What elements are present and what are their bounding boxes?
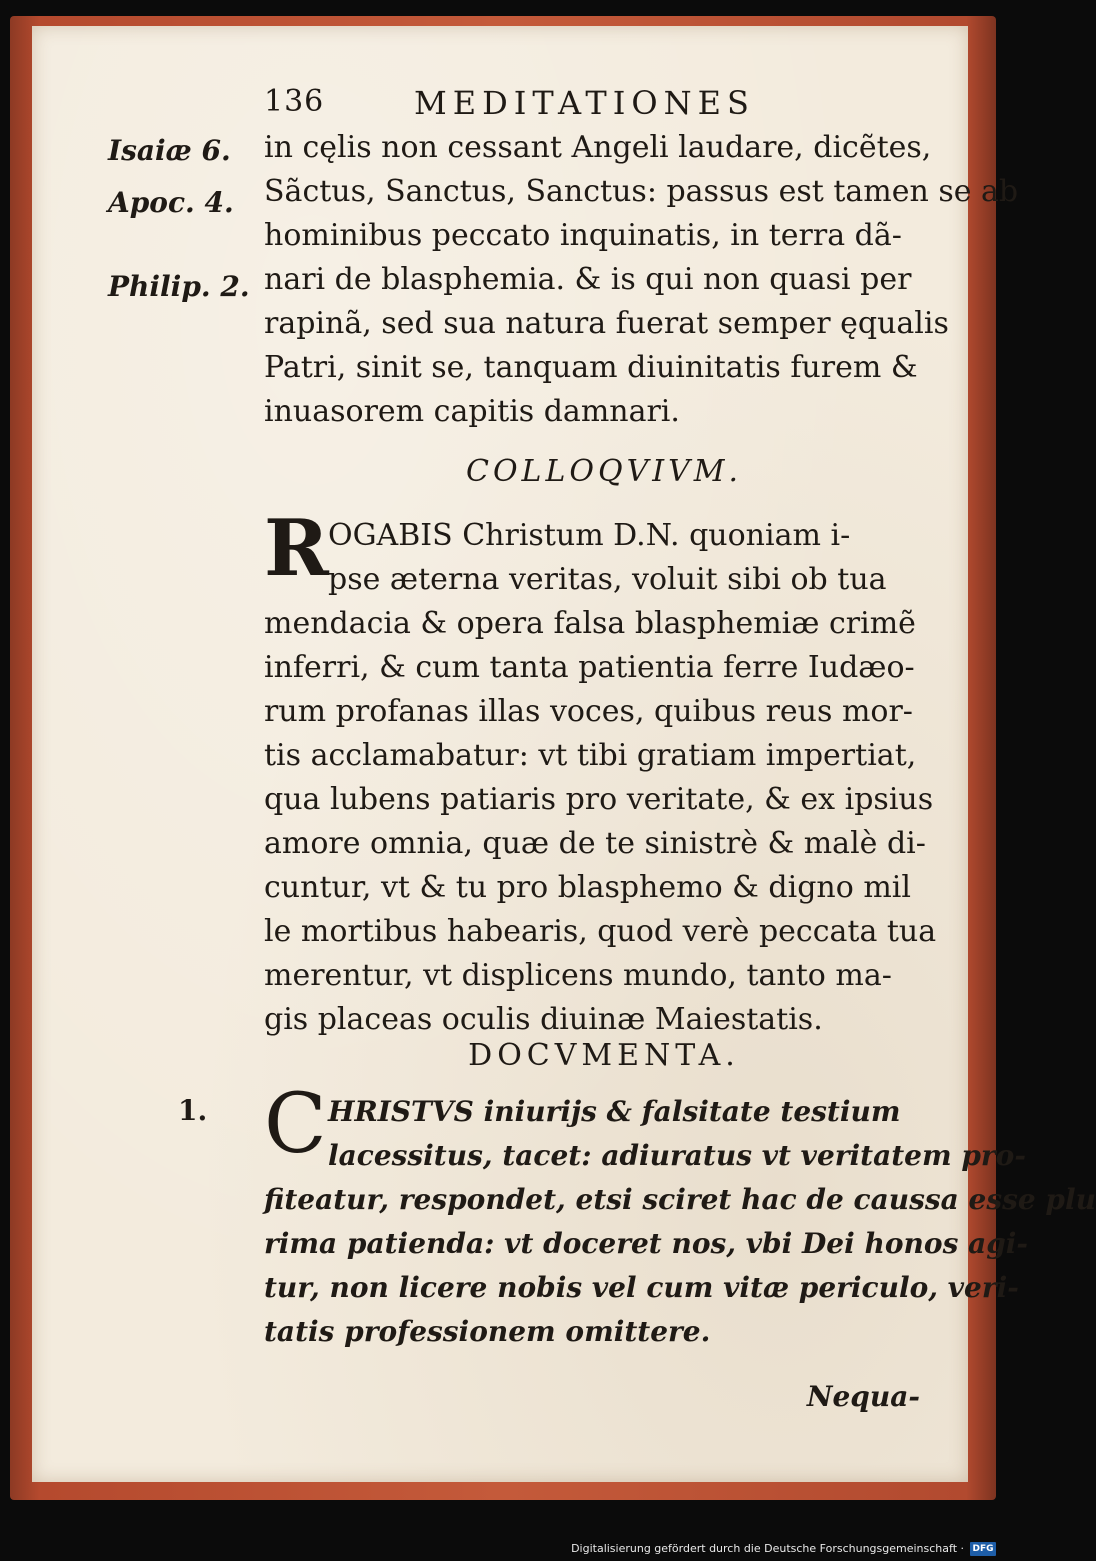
text-line: fiteatur, respondet, etsi sciret hac de caussa esse plu	[264, 1183, 1096, 1216]
text-line: rima patienda: vt doceret nos, vbi Dei honos agi-	[264, 1227, 1029, 1260]
text-line: rum profanas illas voces, quibus reus mor-	[264, 694, 913, 729]
running-title: MEDITATIONES	[414, 84, 755, 122]
margin-note-apocalypse: Apoc. 4.	[108, 186, 234, 219]
running-head	[264, 84, 904, 124]
text-line: HRISTVS iniurijs & falsitate testium	[328, 1095, 901, 1128]
text-line: merentur, vt displicens mundo, tanto ma-	[264, 958, 892, 993]
margin-note-philippians: Philip. 2.	[108, 270, 250, 303]
text-line: qua lubens patiaris pro veritate, & ex ipsius	[264, 782, 934, 817]
text-line: rapinã, sed sua natura fuerat semper ęqualis	[264, 306, 949, 341]
drop-cap-c: C	[264, 1077, 327, 1172]
text-line: tis acclamabatur: vt tibi gratiam impertiat,	[264, 738, 917, 773]
documenta-heading: DOCVMENTA.	[468, 1038, 740, 1073]
text-line: le mortibus habearis, quod verè peccata tua	[264, 914, 937, 949]
book-page	[32, 26, 1096, 1482]
text-line: pse æterna veritas, voluit sibi ob tua	[328, 562, 887, 597]
text-line: Sãctus, Sanctus, Sanctus: passus est tamen se ab	[264, 174, 1019, 209]
colloquium-heading: COLLOQVIVM.	[465, 454, 743, 489]
text-line: in cęlis non cessant Angeli laudare, dicẽtes,	[264, 130, 932, 165]
item-numeral: 1.	[178, 1094, 208, 1127]
text-line: hominibus peccato inquinatis, in terra dã-	[264, 218, 902, 253]
margin-note-isaiah: Isaiæ 6.	[108, 134, 231, 167]
text-line: nari de blasphemia. & is qui non quasi per	[264, 262, 912, 297]
text-line: cuntur, vt & tu pro blasphemo & digno mil	[264, 870, 911, 905]
colloquium-paragraph	[264, 514, 944, 1042]
text-line: inferri, & cum tanta patientia ferre Iudæo-	[264, 650, 915, 685]
dfg-logo: DFG	[970, 1542, 996, 1556]
text-line: tur, non licere nobis vel cum vitæ periculo, veri-	[264, 1271, 1019, 1304]
digitization-credit: Digitalisierung gefördert durch die Deutsche Forschungsgemeinschaft ·	[571, 1542, 964, 1555]
text-line: Patri, sinit se, tanquam diuinitatis furem &	[264, 350, 918, 385]
text-line: lacessitus, tacet: adiuratus vt veritatem pro-	[328, 1139, 1026, 1172]
page-text-area	[32, 26, 1096, 1482]
text-line: gis placeas oculis diuinæ Maiestatis.	[264, 1002, 823, 1037]
text-line: mendacia & opera falsa blasphemiæ crimẽ	[264, 606, 916, 641]
text-line: amore omnia, quæ de te sinistrè & malè di-	[264, 826, 926, 861]
drop-cap-r: R	[264, 503, 329, 594]
page-number: 136	[264, 84, 325, 119]
text-line: OGABIS Christum D.N. quoniam i-	[328, 518, 851, 553]
catchword: Nequa-	[806, 1380, 920, 1413]
text-line: tatis professionem omittere.	[264, 1315, 711, 1348]
text-line: inuasorem capitis damnari.	[264, 394, 680, 429]
documenta-paragraph	[264, 1090, 1096, 1354]
meditation-paragraph	[264, 126, 1019, 434]
